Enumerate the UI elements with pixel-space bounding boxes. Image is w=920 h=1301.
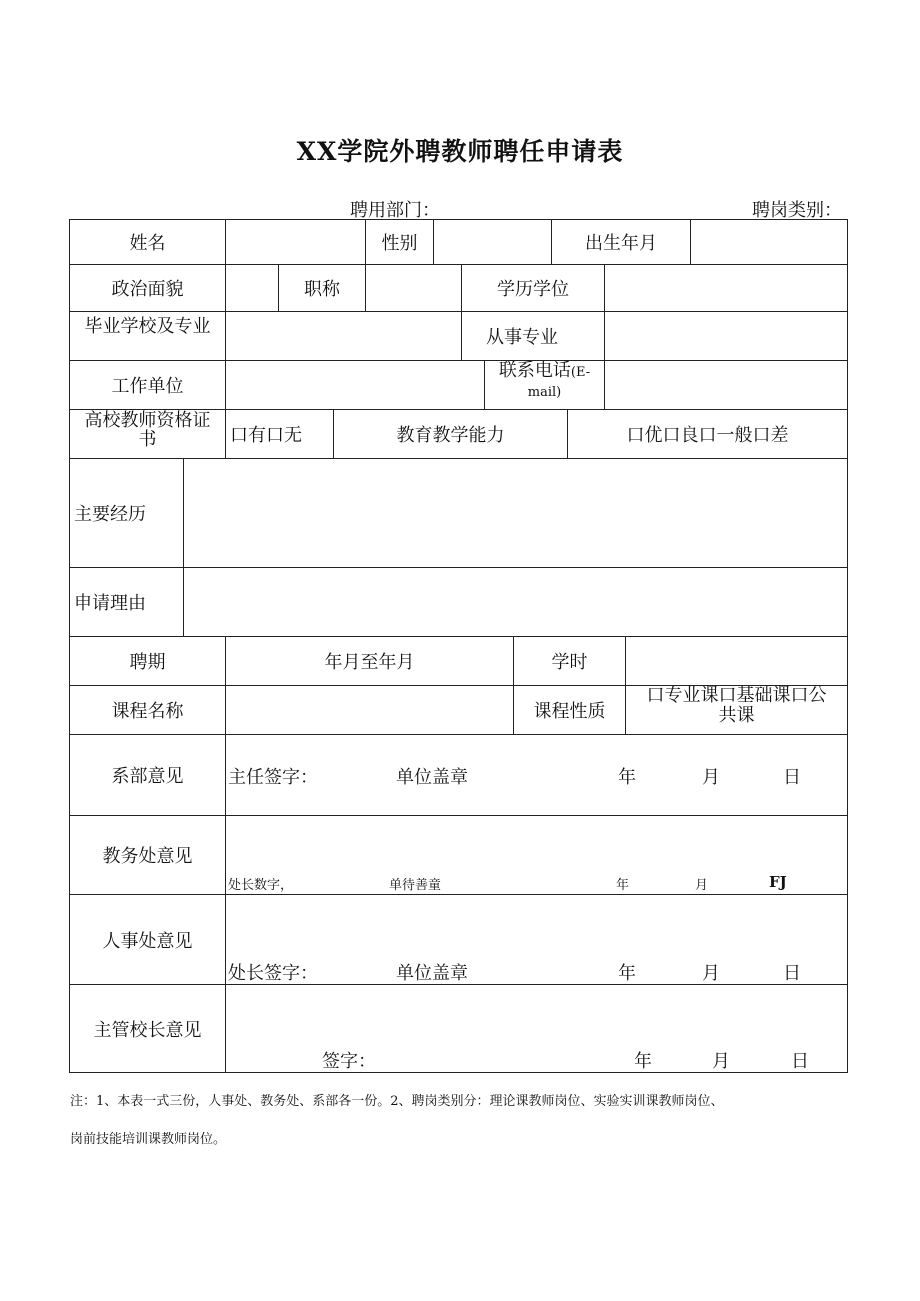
gender-label: 性别 [365, 219, 434, 265]
dept-day-label: 日 [783, 767, 801, 788]
ability-options[interactable]: 口优口良口一般口差 [567, 409, 848, 459]
academic-opinion-label: 教务处意见 [69, 815, 226, 895]
work-unit-field[interactable] [225, 360, 485, 410]
name-label: 姓名 [69, 219, 226, 265]
nature-options[interactable] [625, 685, 848, 735]
hr-year-label: 年 [618, 963, 636, 984]
hr-seal-label: 单位盖章 [396, 963, 468, 984]
cert-options[interactable]: 口有口无 [225, 409, 334, 459]
dept-seal-label: 单位盖章 [396, 767, 468, 788]
ability-label: 教育教学能力 [333, 409, 568, 459]
dept-label: 聘用部门： [350, 200, 440, 221]
hr-opinion-label: 人事处意见 [69, 894, 226, 985]
contact-field[interactable] [604, 360, 848, 410]
hr-opinion-field[interactable] [225, 894, 848, 985]
teacher-cert-label [69, 409, 226, 459]
title-label: 职称 [278, 264, 366, 312]
nature-options-b: 共课 [718, 705, 755, 726]
hr-month-label: 月 [702, 963, 720, 984]
reason-label: 申请理由 [69, 567, 184, 637]
hours-label: 学时 [513, 636, 626, 686]
major-label: 从事专业 [461, 311, 605, 361]
birth-label: 出生年月 [551, 219, 691, 265]
academic-sign-label: 处长数字， [228, 878, 294, 893]
contact-label-text: 联系电话 [498, 360, 571, 381]
hr-day-label: 日 [783, 963, 801, 984]
work-unit-label: 工作单位 [69, 360, 226, 410]
note-line-1: 注：1、本表一式三份，人事处、教务处、系部各一份。2、聘岗类别分：理论课教师岗位、实验实训课教师岗位、 [70, 1094, 724, 1109]
dept-opinion-label: 系部意见 [69, 734, 226, 816]
president-month-label: 月 [712, 1051, 730, 1072]
academic-month-label: 月 [695, 878, 709, 893]
academic-opinion-field[interactable] [225, 815, 848, 895]
nature-label: 课程性质 [513, 685, 626, 735]
contact-label-email-b: mail) [527, 385, 562, 400]
period-label: 聘期 [69, 636, 226, 686]
reason-field[interactable] [183, 567, 848, 637]
experience-label: 主要经历 [69, 458, 184, 568]
president-opinion-field[interactable] [225, 984, 848, 1073]
president-sign-label: 签字： [322, 1051, 376, 1072]
page-title: XX学院外聘教师聘任申请表 [296, 137, 624, 166]
hr-sign-label: 处长签字： [228, 963, 318, 984]
school-label: 毕业学校及专业 [69, 311, 226, 361]
contact-label [484, 360, 605, 410]
dept-opinion-field[interactable] [225, 734, 848, 816]
birth-field[interactable] [690, 219, 848, 265]
major-field[interactable] [604, 311, 848, 361]
academic-seal-label: 单待善童 [389, 878, 442, 893]
title-field[interactable] [365, 264, 462, 312]
course-label: 课程名称 [69, 685, 226, 735]
school-field[interactable] [225, 311, 462, 361]
dept-year-label: 年 [618, 767, 636, 788]
period-value[interactable]: 年月至年月 [225, 636, 514, 686]
experience-field[interactable] [183, 458, 848, 568]
politics-label: 政治面貌 [69, 264, 226, 312]
politics-field[interactable] [225, 264, 279, 312]
president-opinion-label: 主管校长意见 [69, 984, 226, 1073]
hours-field[interactable] [625, 636, 848, 686]
nature-options-a: 口专业课口基础课口公 [646, 685, 827, 706]
course-field[interactable] [225, 685, 514, 735]
academic-year-label: 年 [616, 878, 630, 893]
name-field[interactable] [225, 219, 366, 265]
teacher-cert-label-a: 高校教师资格证 [84, 410, 211, 431]
academic-day-label: FJ [769, 873, 787, 891]
contact-label-email-a: (E- [570, 365, 591, 380]
note-line-2: 岗前技能培训课教师岗位。 [70, 1132, 227, 1147]
education-label: 学历学位 [461, 264, 605, 312]
teacher-cert-label-b: 书 [138, 429, 157, 450]
education-field[interactable] [604, 264, 848, 312]
post-type-label: 聘岗类别： [752, 200, 842, 221]
president-day-label: 日 [791, 1051, 809, 1072]
president-year-label: 年 [634, 1051, 652, 1072]
dept-sign-label: 主任签字： [228, 767, 318, 788]
dept-month-label: 月 [702, 767, 720, 788]
gender-field[interactable] [433, 219, 552, 265]
